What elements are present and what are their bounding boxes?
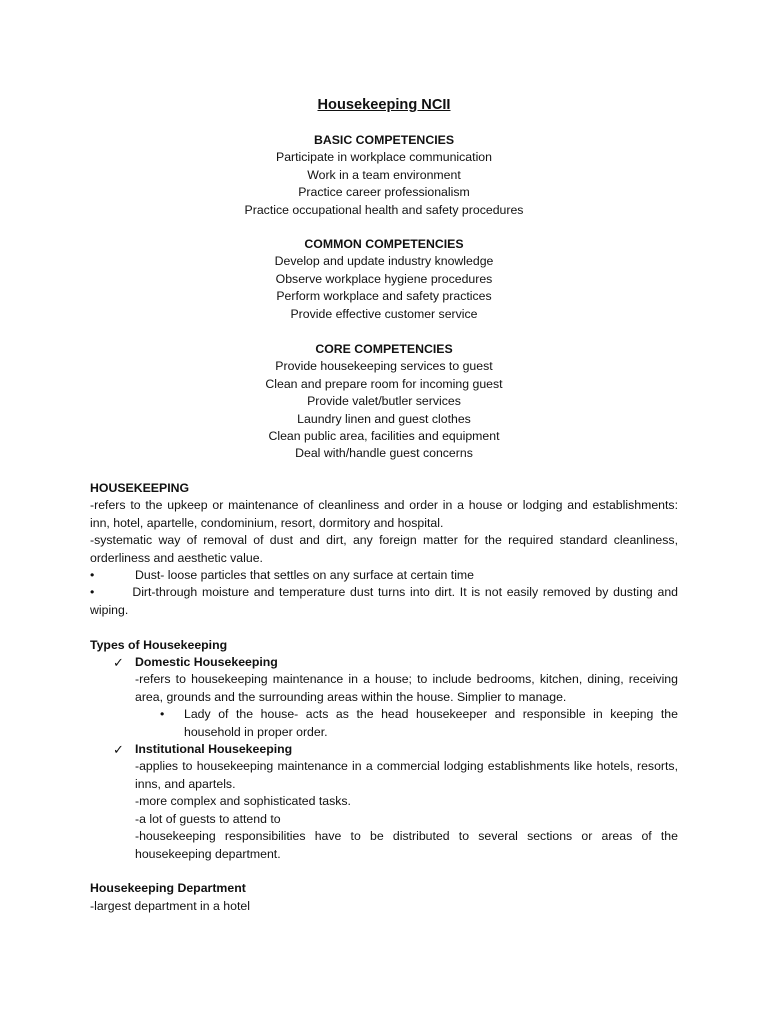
core-item: Provide housekeeping services to guest xyxy=(275,359,493,374)
document-title: Housekeeping NCII xyxy=(317,97,451,113)
list-item xyxy=(90,584,678,619)
core-item: Laundry linen and guest clothes xyxy=(297,411,471,426)
checkmark-icon: ✓ xyxy=(113,742,124,758)
common-item: Provide effective customer service xyxy=(290,306,478,321)
core-item: Provide valet/butler services xyxy=(307,394,461,409)
common-competencies-heading: COMMON COMPETENCIES xyxy=(304,237,464,251)
dust-definition: Dust- loose particles that settles on any surface at certain time xyxy=(135,568,475,583)
body-content xyxy=(90,480,678,915)
institutional-description: -more complex and sophisticated tasks. xyxy=(135,794,351,809)
basic-item: Practice career professionalism xyxy=(298,185,470,200)
institutional-description: -applies to housekeeping maintenance in a commercial lodging establishments like hotels, resorts, inns, and apartels. xyxy=(135,759,678,791)
core-competencies-section xyxy=(0,341,768,463)
core-item: Deal with/handle guest concerns xyxy=(295,446,473,461)
bullet-icon: • xyxy=(160,707,165,722)
core-competencies-heading: CORE COMPETENCIES xyxy=(315,342,453,356)
domestic-description: -refers to housekeeping maintenance in a house; to include bedrooms, kitchen, dining, receiving area, grounds and the surrounding areas within the house. Simplier to manage. xyxy=(135,672,678,704)
housekeeping-definition: -systematic way of removal of dust and dirt, any foreign matter for the required standard cleanliness, orderliness and aesthetic value. xyxy=(90,533,678,565)
basic-item: Work in a team environment xyxy=(307,167,461,182)
department-description: -largest department in a hotel xyxy=(90,898,250,913)
common-item: Develop and update industry knowledge xyxy=(274,254,494,269)
basic-item: Practice occupational health and safety procedures xyxy=(244,202,524,217)
bullet-icon: • xyxy=(90,568,95,583)
basic-item: Participate in workplace communication xyxy=(276,150,492,165)
common-item: Observe workplace hygiene procedures xyxy=(275,271,493,286)
institutional-description: -housekeeping responsibilities have to be distributed to several sections or areas of the housekeeping department. xyxy=(135,829,678,861)
housekeeping-definition: -refers to the upkeep or maintenance of cleanliness and order in a house or lodging and establishments: inn, hotel, apartelle, condominium, resort, dormitory and hospital. xyxy=(90,498,678,530)
basic-competencies-heading: BASIC COMPETENCIES xyxy=(313,133,455,147)
core-item: Clean public area, facilities and equipment xyxy=(268,429,500,444)
institutional-description: -a lot of guests to attend to xyxy=(135,811,281,826)
list-item xyxy=(90,706,678,741)
institutional-title: Institutional Housekeeping xyxy=(135,742,293,757)
department-heading: Housekeeping Department xyxy=(90,881,246,896)
lady-of-house-note: Lady of the house- acts as the head housekeeper and responsible in keeping the household in proper order. xyxy=(184,707,678,739)
basic-competencies-section xyxy=(0,132,768,219)
checkmark-icon: ✓ xyxy=(113,655,124,671)
common-item: Perform workplace and safety practices xyxy=(276,289,492,304)
types-heading: Types of Housekeeping xyxy=(90,637,228,652)
list-item xyxy=(90,741,678,758)
dirt-definition: Dirt-through moisture and temperature dust turns into dirt. It is not easily removed by dusting and wiping. xyxy=(90,585,678,617)
bullet-icon: • xyxy=(90,585,95,600)
common-competencies-section xyxy=(0,236,768,323)
list-item xyxy=(90,654,678,671)
list-item xyxy=(90,567,678,584)
core-item: Clean and prepare room for incoming guest xyxy=(265,376,503,391)
domestic-title: Domestic Housekeeping xyxy=(135,655,278,670)
housekeeping-heading: HOUSEKEEPING xyxy=(90,481,190,495)
